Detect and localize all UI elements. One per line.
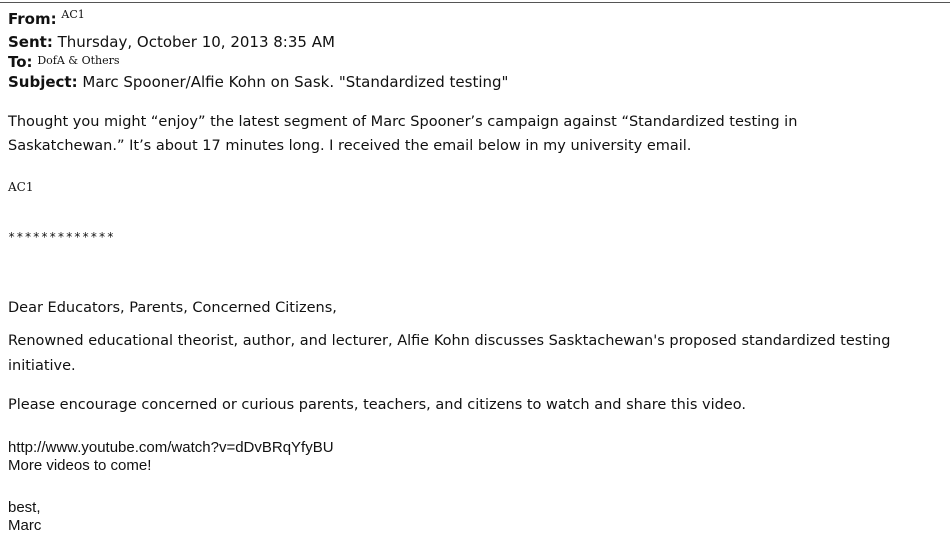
separator-line: ************* [8,230,115,244]
top-divider-line [0,2,950,3]
paragraph1-line-1: Renowned educational theorist, author, and lecturer, Alfie Kohn discusses Sasktachewan's proposed standardized testing [8,333,891,349]
greeting: Dear Educators, Parents, Concerned Citizens, [8,300,337,316]
from-row [8,10,85,28]
subject-row [8,73,508,91]
sent-value: Thursday, October 10, 2013 8:35 AM [57,33,335,51]
closing-text: best, [8,499,41,516]
to-row [8,53,120,71]
subject-value: Marc Spooner/Alfie Kohn on Sask. "Standardized testing" [82,73,509,91]
paragraph2: Please encourage concerned or curious parents, teachers, and citizens to watch and share this video. [8,397,746,413]
to-value: DofA & Others [37,54,120,67]
subject-label: Subject: [8,73,78,91]
forward-note-line-1: Thought you might “enjoy” the latest segment of Marc Spooner’s campaign against “Standardized testing in [8,114,798,130]
from-value: AC1 [61,8,85,21]
paragraph1-line-2: initiative. [8,358,76,374]
more-videos-text: More videos to come! [8,457,152,474]
video-link[interactable]: http://www.youtube.com/watch?v=dDvBRqYfyBU [8,439,334,456]
from-label: From: [8,10,57,28]
sent-label: Sent: [8,33,53,51]
sender-name: Marc [8,517,42,534]
sent-row [8,33,335,51]
forward-note-line-2: Saskatchewan.” It’s about 17 minutes long. I received the email below in my university email. [8,138,692,154]
forward-signature: AC1 [8,180,34,194]
to-label: To: [8,53,33,71]
